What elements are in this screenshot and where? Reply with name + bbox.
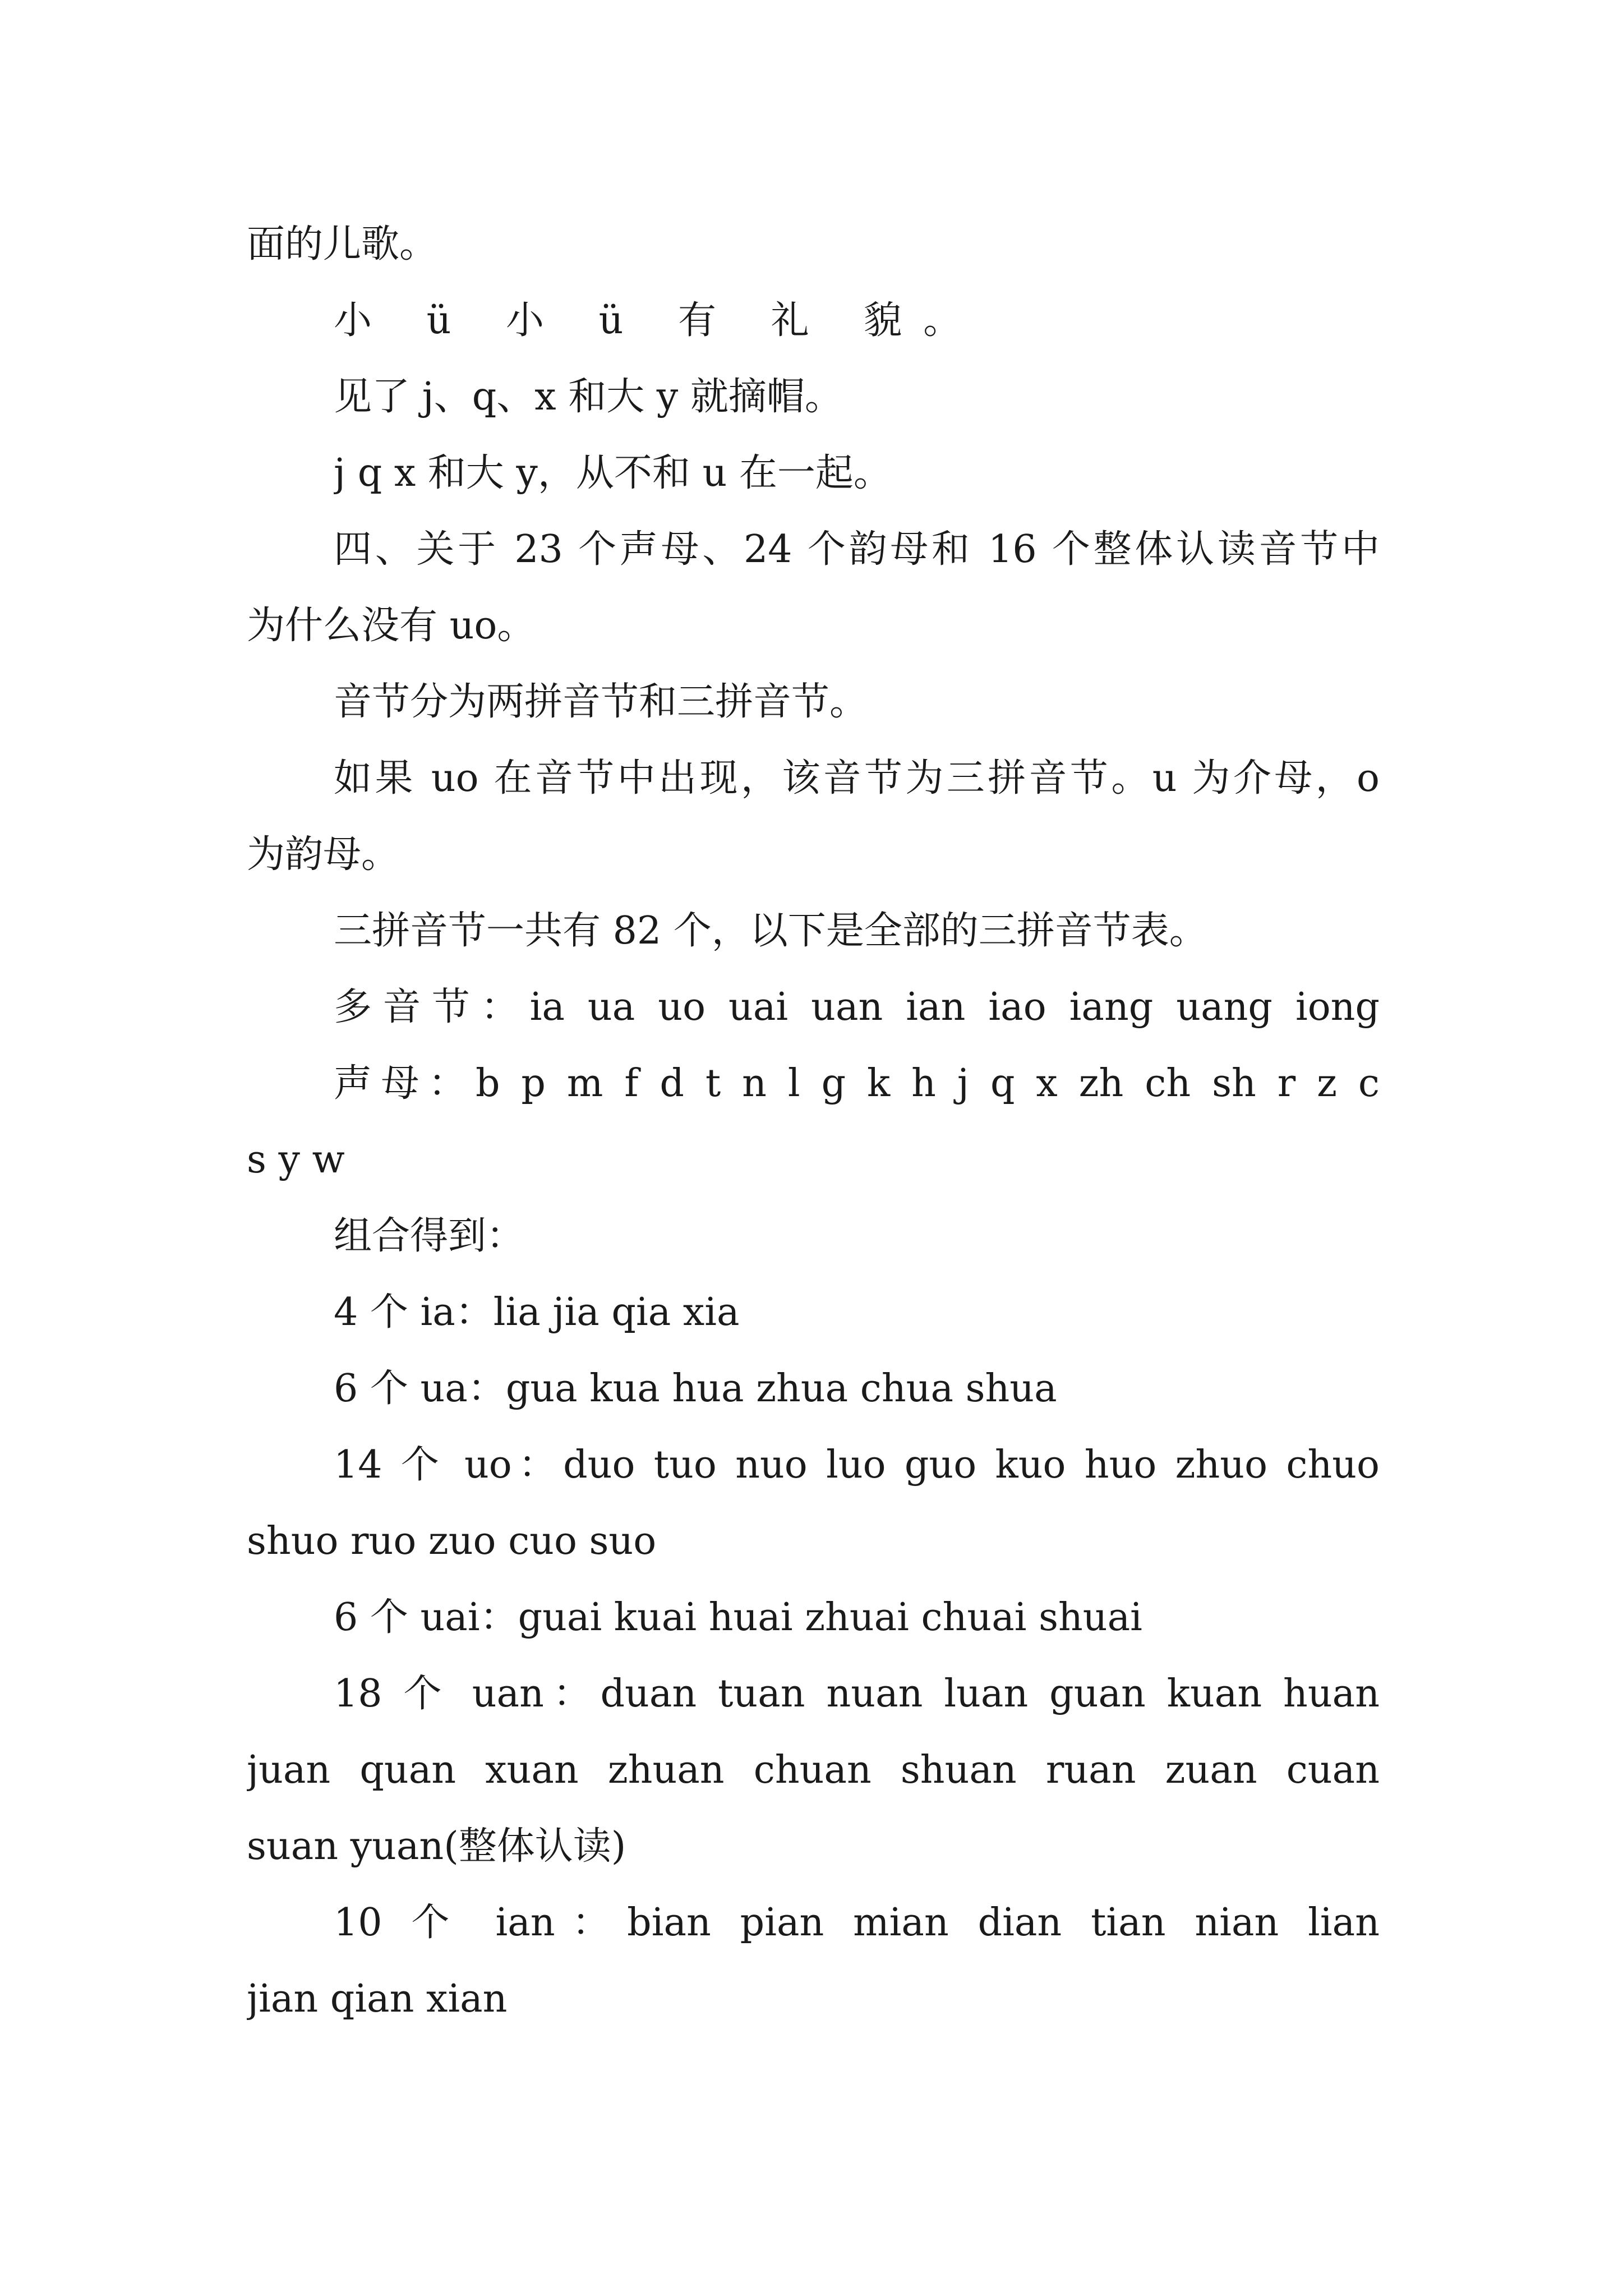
text-line-three-part-count: 三拼音节一共有 82 个，以下是全部的三拼音节表。 bbox=[334, 909, 1207, 953]
text-line-combination-label: 组合得到： bbox=[334, 1214, 525, 1258]
text-line-initials: 声母：b p m f d t n l g k h j q x zh ch sh r z c bbox=[334, 1061, 1380, 1106]
text-line-song-1: 小 ü 小 ü 有 礼 貌。 bbox=[334, 298, 983, 343]
text-line-uo-group-end: shuo ruo zuo cuo suo bbox=[247, 1519, 657, 1563]
text-line-uan-group: 18 个 uan：duan tuan nuan luan guan kuan huan bbox=[334, 1672, 1380, 1716]
text-line-ia-group: 4 个 ia：lia jia qia xia bbox=[334, 1290, 740, 1335]
text-line-uo-group: 14 个 uo：duo tuo nuo luo guo kuo huo zhuo chuo bbox=[334, 1443, 1380, 1487]
text-line-uo-explanation: 如果 uo 在音节中出现，该音节为三拼音节。u 为介母，o bbox=[334, 756, 1380, 800]
text-line-uai-group: 6 个 uai：guai kuai huai zhuai chuai shuai bbox=[334, 1595, 1142, 1640]
text-line-ua-group: 6 个 ua：gua kua hua zhua chua shua bbox=[334, 1366, 1057, 1411]
text-line-section-four-heading: 四、关于 23 个声母、24 个韵母和 16 个整体认读音节中 bbox=[334, 527, 1380, 572]
text-line-song-2: 见了 j、q、x 和大 y 就摘帽。 bbox=[334, 375, 843, 419]
text-line-uo-explanation-end: 为韵母。 bbox=[247, 832, 400, 877]
text-line-ian-group-end: jian qian xian bbox=[247, 1977, 508, 2021]
text-line-multi-syllables: 多音节：ia ua uo uai uan ian iao iang uang iong bbox=[334, 985, 1380, 1029]
text-line-uan-group-continued: juan quan xuan zhuan chuan shuan ruan zuan cuan bbox=[247, 1748, 1380, 1792]
text-line-song-3: j q x 和大 y，从不和 u 在一起。 bbox=[334, 451, 892, 495]
text-line-syllable-types: 音节分为两拼音节和三拼音节。 bbox=[334, 680, 868, 724]
text-line-uan-group-end: suan yuan(整体认读) bbox=[247, 1824, 626, 1869]
text-line-initials-end: s y w bbox=[247, 1138, 345, 1182]
text-line-song-intro-end: 面的儿歌。 bbox=[247, 222, 438, 266]
text-line-ian-group: 10 个 ian：bian pian mian dian tian nian lian bbox=[334, 1901, 1380, 1945]
text-line-section-four-heading-end: 为什么没有 uo。 bbox=[247, 604, 536, 648]
